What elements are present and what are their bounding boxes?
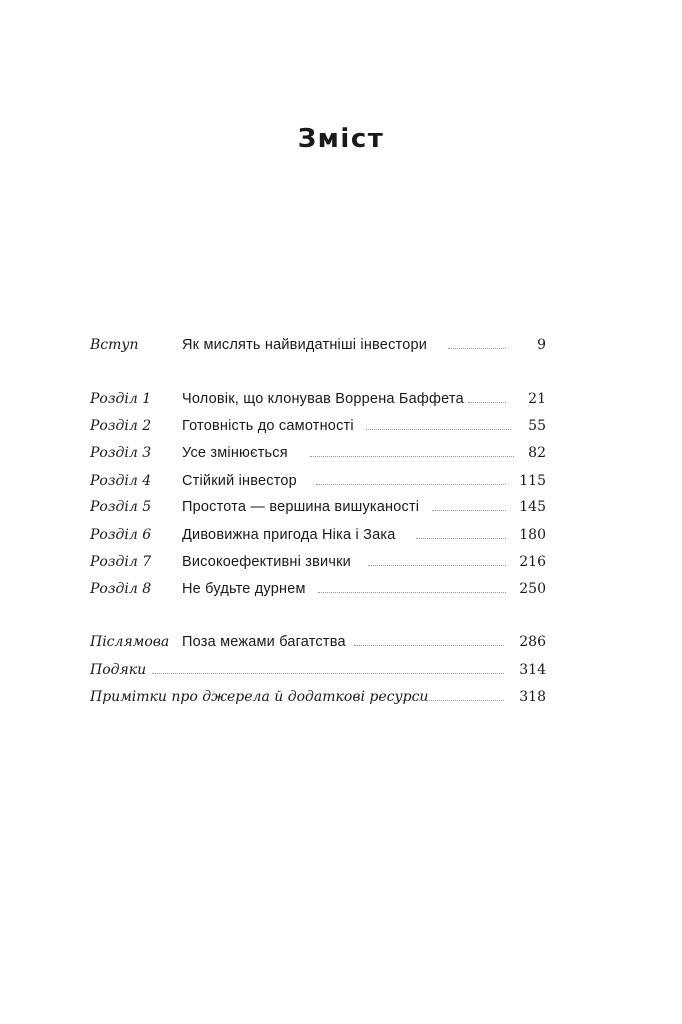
toc-entry-title: Чоловік, що клонував Воррена Баффета bbox=[182, 391, 464, 407]
toc-entry-page: 286 bbox=[519, 634, 546, 650]
dot-leader bbox=[354, 645, 504, 646]
toc-entry-label: Вступ bbox=[90, 337, 139, 353]
toc-entry-afterword bbox=[90, 632, 546, 652]
toc-entry-chapter-8 bbox=[90, 579, 546, 599]
toc-entry-title: Дивовижна пригода Ніка і Зака bbox=[182, 527, 396, 543]
toc-entry-label: Розділ 2 bbox=[90, 418, 152, 434]
toc-entry-label: Розділ 7 bbox=[90, 554, 152, 570]
toc-entry-chapter-6 bbox=[90, 525, 546, 545]
toc-entry-label: Примітки про джерела й додаткові ресурси bbox=[90, 689, 429, 705]
toc-entry-title: Стійкий інвестор bbox=[182, 473, 297, 489]
dot-leader bbox=[310, 456, 514, 457]
dot-leader bbox=[366, 429, 511, 430]
toc-entry-page: 318 bbox=[519, 689, 546, 705]
dot-leader bbox=[368, 565, 506, 566]
dot-leader bbox=[448, 348, 506, 349]
toc-entry-chapter-7 bbox=[90, 552, 546, 572]
toc-entry-page: 21 bbox=[528, 391, 546, 407]
dot-leader bbox=[316, 484, 506, 485]
toc-entry-page: 250 bbox=[519, 581, 546, 597]
toc-entry-label: Післямова bbox=[90, 634, 170, 650]
toc-entry-label: Розділ 5 bbox=[90, 499, 152, 515]
toc-entry-chapter-3 bbox=[90, 443, 546, 463]
toc-entry-title: Не будьте дурнем bbox=[182, 581, 306, 597]
toc-entry-notes bbox=[90, 687, 546, 707]
toc-entry-page: 145 bbox=[519, 499, 546, 515]
toc-entry-page: 314 bbox=[519, 662, 546, 678]
toc-entry-label: Розділ 6 bbox=[90, 527, 152, 543]
toc-entry-chapter-2 bbox=[90, 416, 546, 436]
toc-entry-page: 180 bbox=[519, 527, 546, 543]
dot-leader bbox=[468, 402, 506, 403]
dot-leader bbox=[318, 592, 506, 593]
toc-entry-acknowledgements bbox=[90, 660, 546, 680]
toc-entry-label: Розділ 1 bbox=[90, 391, 152, 407]
toc-entry-page: 55 bbox=[528, 418, 546, 434]
dot-leader bbox=[416, 538, 506, 539]
dot-leader bbox=[432, 510, 506, 511]
dot-leader bbox=[152, 673, 504, 674]
toc-entry-title: Високоефективні звички bbox=[182, 554, 351, 570]
toc-entry-title: Усе змінюється bbox=[182, 445, 288, 461]
toc-entry-label: Розділ 8 bbox=[90, 581, 152, 597]
toc-entry-page: 82 bbox=[528, 445, 546, 461]
toc-entry-page: 115 bbox=[519, 473, 546, 489]
dot-leader bbox=[402, 700, 504, 701]
toc-entry-page: 9 bbox=[537, 337, 546, 353]
toc-entry-title: Поза межами багатства bbox=[182, 634, 346, 650]
toc-entry-intro bbox=[90, 335, 546, 355]
toc-entry-label: Подяки bbox=[90, 662, 147, 678]
toc-entry-chapter-5 bbox=[90, 497, 546, 517]
toc-entry-chapter-4 bbox=[90, 471, 546, 491]
toc-entry-page: 216 bbox=[519, 554, 546, 570]
toc-entry-title: Простота — вершина вишуканості bbox=[182, 499, 420, 515]
toc-entry-label: Розділ 3 bbox=[90, 445, 152, 461]
page-title: Зміст bbox=[297, 124, 385, 154]
toc-entry-title: Готовність до самотності bbox=[182, 418, 354, 434]
toc-entry-chapter-1 bbox=[90, 389, 546, 409]
toc-entry-label: Розділ 4 bbox=[90, 473, 152, 489]
toc-entry-title: Як мислять найвидатніші інвестори bbox=[182, 337, 428, 353]
